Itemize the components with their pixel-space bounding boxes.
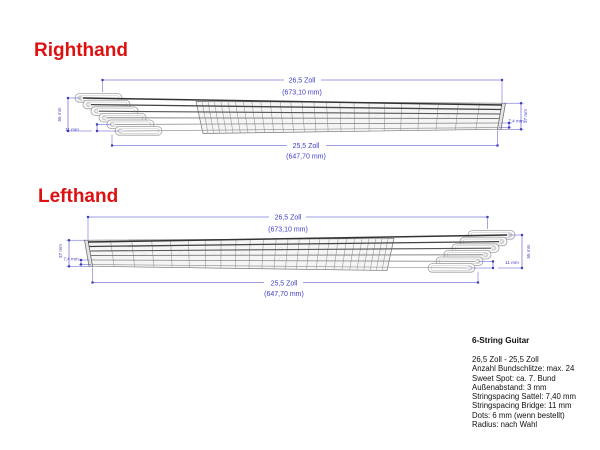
- spec-title: 6-String Guitar: [472, 336, 530, 345]
- lh-nut-spacing-label: 7,4 mm: [63, 256, 79, 262]
- rh-bass-scale-mm-label: (673,10 mm): [282, 89, 322, 97]
- rh-bridge-spread-label: 55 mm: [57, 107, 62, 122]
- lh-nut-spread-label: 37 mm: [58, 243, 63, 259]
- spec-line-sweetspot: Sweet Spot: ca. 7. Bund: [472, 373, 556, 383]
- spec-line-spacing-nut: Stringspacing Sattel: 7,40 mm: [472, 392, 577, 402]
- rh-bridge-spacing-label: 11 mm: [65, 126, 79, 132]
- lh-bridge-spread-label: 55 mm: [526, 244, 531, 259]
- lefthand-title: Lefthand: [38, 186, 119, 207]
- lh-bass-scale-zoll-label: 26,5 Zoll: [274, 214, 302, 222]
- righthand-title: Righthand: [34, 40, 128, 61]
- rh-nut-spread-label: 37 mm: [523, 108, 528, 124]
- lh-bridge-spacing-label: 11 mm: [505, 260, 519, 265]
- spec-line-spacing-bridge: Stringspacing Bridge: 11 mm: [472, 401, 572, 411]
- lh-bass-scale-mm-label: (673,10 mm): [268, 226, 308, 234]
- spec-line-fretslots: Anzahl Bundschlitze: max. 24: [472, 364, 575, 374]
- lh-treble-scale-zoll-label: 25,5 Zoll: [270, 280, 298, 288]
- spec-line-scale: 26,5 Zoll - 25,5 Zoll: [472, 355, 539, 364]
- rh-treble-scale-zoll-label: 25,5 Zoll: [292, 143, 320, 150]
- lh-treble-scale-mm-label: (647,70 mm): [264, 290, 304, 298]
- rh-bass-scale-zoll-label: 26,5 Zoll: [288, 77, 316, 85]
- rh-treble-scale-mm-label: (647,70 mm): [286, 153, 326, 161]
- spec-block: [472, 336, 598, 429]
- rh-nut-spacing-label: 7,4 mm: [508, 118, 524, 124]
- spec-line-radius: Radius: nach Wahl: [472, 420, 538, 430]
- spec-line-dots: Dots: 6 mm (wenn bestellt): [472, 410, 565, 420]
- spec-line-edge-distance: Außenabstand: 3 mm: [472, 382, 547, 392]
